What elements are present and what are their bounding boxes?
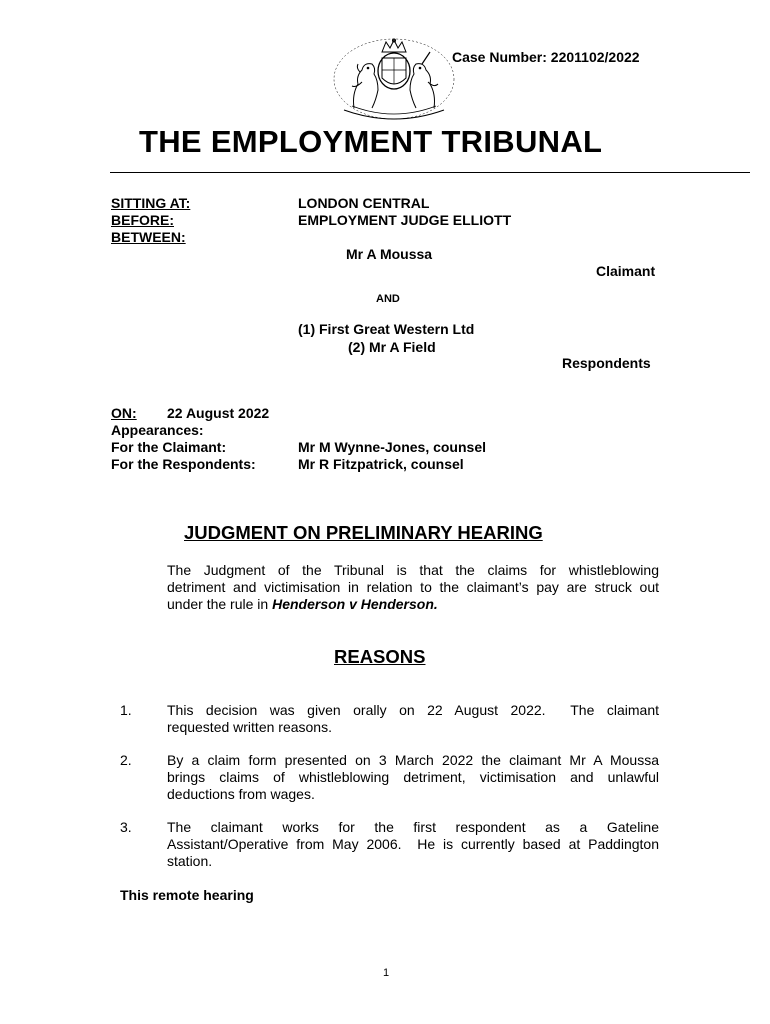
sitting-at-label: SITTING AT: [111, 195, 191, 211]
sitting-at-value: LONDON CENTRAL [298, 195, 430, 211]
before-label: BEFORE: [111, 212, 174, 228]
respondents-role: Respondents [562, 355, 651, 371]
royal-crest-icon [332, 38, 456, 120]
reason-paragraph [167, 752, 659, 803]
between-label: BETWEEN: [111, 229, 186, 245]
reason-line: This decision was given orally on 22 August 2022. The claimant [167, 702, 659, 718]
reason-line: Assistant/Operative from May 2006. He is currently based at Paddington [167, 836, 659, 852]
on-label: ON: [111, 405, 137, 421]
reason-line: requested written reasons. [167, 719, 332, 735]
reasons-heading: REASONS [334, 646, 426, 667]
claimant-role: Claimant [596, 263, 656, 279]
title-divider [110, 172, 750, 173]
respondent-2: (2) Mr A Field [348, 339, 436, 355]
respondent-1: (1) First Great Western Ltd [298, 321, 475, 337]
document-title: THE EMPLOYMENT TRIBUNAL [139, 124, 603, 159]
and-separator: AND [376, 293, 400, 305]
claimant-name: Mr A Moussa [346, 246, 433, 262]
case-citation: Henderson v Henderson. [272, 596, 438, 612]
reason-paragraph [167, 702, 659, 736]
reason-number: 1. [120, 702, 132, 718]
reason-line: The claimant works for the first respondent as a Gateline [167, 819, 659, 835]
appearances-label: Appearances: [111, 422, 204, 438]
judgment-line-text: under the rule in [167, 596, 273, 612]
claimant-counsel: Mr M Wynne-Jones, counsel [298, 439, 486, 455]
reason-line: By a claim form presented on 3 March 2022 the claimant Mr A Moussa [167, 752, 659, 768]
judgment-line: The Judgment of the Tribunal is that the claims for whistleblowing [167, 562, 659, 578]
judgment-paragraph [167, 562, 659, 613]
reason-paragraph [167, 819, 659, 870]
respondents-counsel: Mr R Fitzpatrick, counsel [298, 456, 464, 472]
page-number: 1 [383, 967, 390, 979]
remote-hearing-subheading: This remote hearing [120, 887, 254, 903]
hearing-date: 22 August 2022 [167, 405, 270, 421]
before-value: EMPLOYMENT JUDGE ELLIOTT [298, 212, 512, 228]
judgment-line [167, 596, 659, 613]
respondents-counsel-label: For the Respondents: [111, 456, 256, 472]
reason-line: station. [167, 853, 213, 869]
reason-line: deductions from wages. [167, 786, 315, 802]
reason-line: brings claims of whistleblowing detriment, victimisation and unlawful [167, 769, 659, 785]
reason-number: 2. [120, 752, 132, 768]
claimant-counsel-label: For the Claimant: [111, 439, 227, 455]
reason-number: 3. [120, 819, 132, 835]
judgment-line: detriment and victimisation in relation to the claimant’s pay are struck out [167, 579, 659, 595]
case-number: Case Number: 2201102/2022 [452, 49, 640, 65]
judgment-heading: JUDGMENT ON PRELIMINARY HEARING [184, 522, 543, 543]
